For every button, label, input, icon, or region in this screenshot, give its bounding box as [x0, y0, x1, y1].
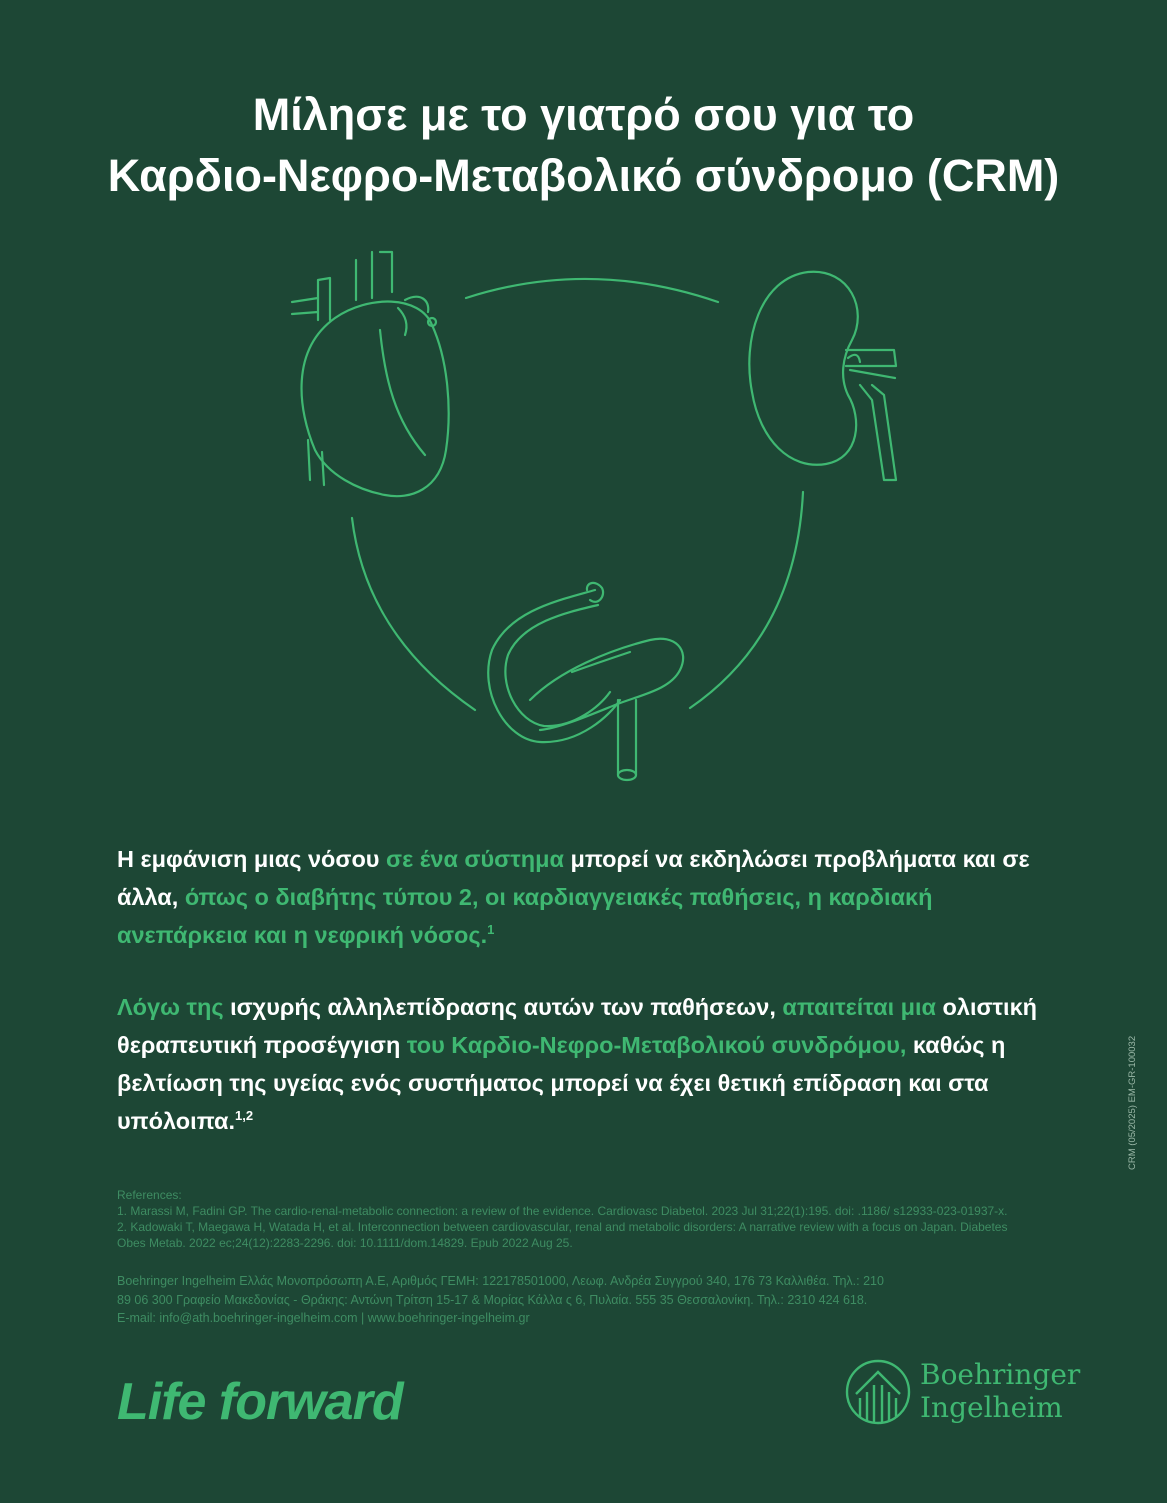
company-office: 89 06 300 Γραφείο Μακεδονίας - Θράκης: Αντώνη Τρίτση 15-17 & Μορίας Κάλλα ς 6, Πυλαία. 555 35 Θεσσαλονίκη. Τηλ.: 2310 424 618.: [117, 1292, 868, 1307]
references-text: 1. Marassi M, Fadini GP. The cardio-renal-metabolic connection: a review of the evidence. Cardiovasc Diabetol. 2023 Jul 31;22(1):195. doi: .1186/ s12933-023-01937-x. 2. Kadowaki T, Maegawa H, Watada H, et al. Interconnection between cardiovascular, renal and metabolic disorders: A narrative review with a focus on Japan. Diabetes Obes Metab. 2022 ec;24(12):2283-2296. doi: 10.1111/dom.14829. Epub 2022 Aug 25.: [117, 1204, 1008, 1250]
company-info: [117, 1272, 1017, 1328]
intro-text-2: μπορεί να εκδηλώσει προβλήματα και σε άλλα,: [117, 846, 1030, 910]
title-line-1: Μίλησε με το γιατρό σου για το: [252, 89, 915, 140]
company-address: Boehringer Ingelheim Ελλάς Μονοπρόσωπη Α.Ε, Αριθμός ΓΕΜΗ: 122178501000, Λεωφ. Ανδρέα Συγγρού 340, 176 73 Καλλιθέα. Τηλ.: 210: [117, 1274, 884, 1288]
holistic-reference-mark: 1,2: [235, 1108, 254, 1124]
page-title: [0, 84, 1167, 206]
boehringer-ingelheim-logo-icon: [844, 1358, 912, 1426]
boehringer-logo: [844, 1358, 1081, 1426]
holistic-highlight-1: Λόγω της: [117, 994, 224, 1020]
company-contact: E-mail: info@ath.boehringer-ingelheim.com | www.boehringer-ingelheim.gr: [117, 1311, 530, 1325]
organ-cycle-illustration: [250, 240, 910, 800]
holistic-text-3: καθώς η βελτίωση της υγείας ενός συστήματος μπορεί να έχει θετική επίδραση και στα υπόλοιπα.: [117, 1032, 1006, 1134]
holistic-highlight-2: απαιτείται μια: [782, 994, 936, 1020]
references: [117, 1187, 1017, 1251]
holistic-text-2: ολιστική θεραπευτική προσέγγιση: [117, 994, 1038, 1058]
logo-line-2: Ingelheim: [920, 1391, 1063, 1424]
intro-highlight-1: σε ένα σύστημα: [386, 846, 564, 872]
references-heading: References:: [117, 1188, 182, 1202]
heart-icon: [292, 252, 449, 496]
document-code: CRM (05/2025) EM-GR-100032: [1127, 1035, 1138, 1170]
holistic-paragraph: [117, 988, 1057, 1140]
holistic-highlight-3: του Καρδιο-Νεφρο-Μεταβολικού συνδρόμου,: [406, 1032, 907, 1058]
title-line-2: Καρδιο-Νεφρο-Μεταβολικό σύνδρομο (CRM): [107, 150, 1060, 201]
intro-reference-mark: 1: [487, 922, 495, 938]
intro-paragraph: [117, 840, 1057, 954]
cycle-arcs: [352, 279, 803, 710]
intro-text-1: Η εμφάνιση μιας νόσου: [117, 846, 387, 872]
logo-wordmark: [920, 1358, 1080, 1424]
kidney-icon: [749, 272, 896, 480]
intro-highlight-2: όπως ο διαβήτης τύπου 2, οι καρδιαγγειακές παθήσεις, η καρδιακή ανεπάρκεια και η νεφρική νόσος.: [117, 884, 933, 948]
pancreas-icon: [488, 583, 683, 780]
slogan: Life forward: [117, 1373, 403, 1431]
logo-line-1: Boehringer: [920, 1358, 1081, 1391]
holistic-text-1: ισχυρής αλληλεπίδρασης αυτών των παθήσεων,: [223, 994, 783, 1020]
